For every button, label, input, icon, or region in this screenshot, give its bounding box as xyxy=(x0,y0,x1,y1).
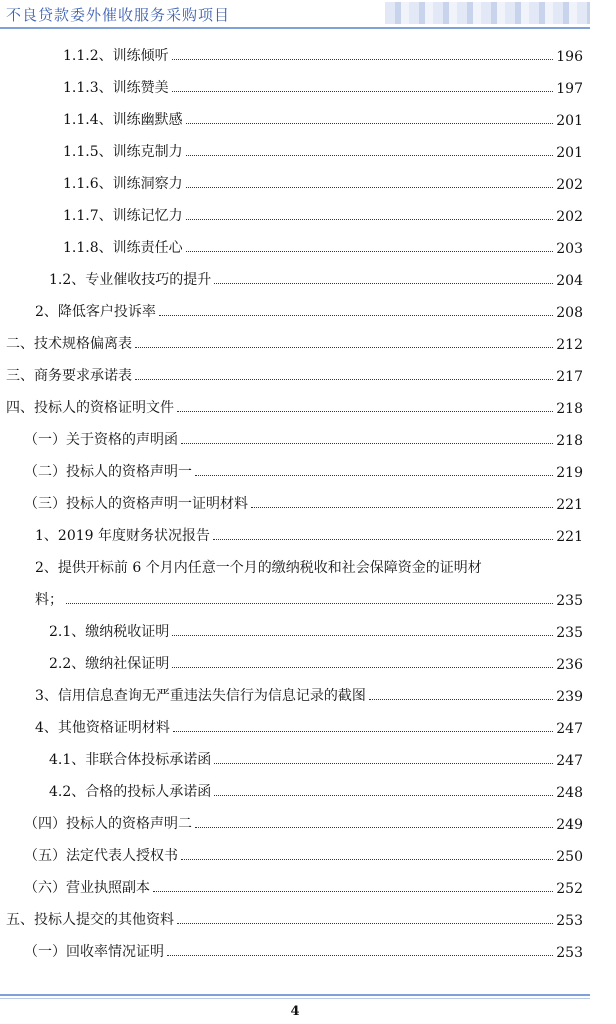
toc-entry-wrapped-line: 2、提供开标前 6 个月内任意一个月的缴纳税收和社会保障资金的证明材 xyxy=(35,560,482,576)
toc-entry-page: 203 xyxy=(556,241,583,257)
toc-entry-page: 208 xyxy=(556,305,583,321)
toc-entry-label: 4.1、非联合体投标承诺函 xyxy=(49,752,212,768)
toc-entry[interactable] xyxy=(63,73,583,97)
toc-entry[interactable] xyxy=(24,809,583,833)
dot-leader xyxy=(159,314,553,316)
toc-entry-page: 218 xyxy=(556,433,583,449)
footer-divider-thin xyxy=(0,998,590,999)
toc-entry[interactable] xyxy=(24,457,583,481)
toc-entry-page: 250 xyxy=(556,849,583,865)
toc-entry-label: （一）关于资格的声明函 xyxy=(24,432,178,448)
dot-leader xyxy=(177,410,553,412)
toc-entry[interactable] xyxy=(6,329,583,353)
toc-entry-label: 1.1.8、训练责任心 xyxy=(63,240,183,256)
dot-leader xyxy=(172,634,553,636)
dot-leader xyxy=(153,890,553,892)
dot-leader xyxy=(186,186,554,188)
toc-entry-page: 249 xyxy=(556,817,583,833)
toc-entry[interactable] xyxy=(35,713,583,737)
toc-entry-page: 219 xyxy=(556,465,583,481)
toc-entry-label: 1.1.3、训练赞美 xyxy=(63,80,169,96)
toc-entry-label: （六）营业执照副本 xyxy=(24,880,150,896)
toc-entry[interactable] xyxy=(49,777,583,801)
dot-leader xyxy=(369,698,553,700)
toc-entry-label: 1.1.2、训练倾听 xyxy=(63,48,169,64)
dot-leader xyxy=(172,90,554,92)
toc-entry-label: （一）回收率情况证明 xyxy=(24,944,164,960)
toc-entry[interactable] xyxy=(35,297,583,321)
toc-entry-page: 247 xyxy=(556,753,583,769)
toc-entry-label: 五、投标人提交的其他资料 xyxy=(6,912,174,928)
dot-leader xyxy=(135,346,553,348)
dot-leader xyxy=(251,506,553,508)
toc-entry[interactable] xyxy=(63,201,583,225)
toc-entry[interactable] xyxy=(24,841,583,865)
toc-entry-label: 2.1、缴纳税收证明 xyxy=(49,624,170,640)
dot-leader xyxy=(135,378,553,380)
toc-entry[interactable] xyxy=(63,41,583,65)
toc-entry[interactable] xyxy=(24,489,583,513)
toc-entry[interactable] xyxy=(35,585,583,609)
toc-entry-label: 3、信用信息查询无严重违法失信行为信息记录的截图 xyxy=(35,688,366,704)
dot-leader xyxy=(186,218,554,220)
toc-entry[interactable] xyxy=(49,745,583,769)
toc-entry-page: 201 xyxy=(556,145,583,161)
footer-divider xyxy=(0,994,590,996)
dot-leader xyxy=(181,858,553,860)
toc-entry-label: 二、技术规格偏离表 xyxy=(6,336,132,352)
toc-entry[interactable] xyxy=(6,905,583,929)
dot-leader xyxy=(172,666,553,668)
toc-entry-label: （四）投标人的资格声明二 xyxy=(24,816,192,832)
dot-leader xyxy=(167,954,553,956)
toc-entry-page: 221 xyxy=(556,529,583,545)
toc-entry-page: 247 xyxy=(556,721,583,737)
toc-entry-page: 221 xyxy=(556,497,583,513)
dot-leader xyxy=(214,794,553,796)
toc-entry-page: 197 xyxy=(556,81,583,97)
dot-leader xyxy=(177,922,553,924)
toc-entry[interactable] xyxy=(63,137,583,161)
toc-entry[interactable] xyxy=(6,393,583,417)
toc-entry-page: 253 xyxy=(556,945,583,961)
toc-entry-page: 201 xyxy=(556,113,583,129)
header-logo-image xyxy=(385,2,590,24)
toc-entry-label: 三、商务要求承诺表 xyxy=(6,368,132,384)
toc-entry-page: 204 xyxy=(556,273,583,289)
toc-entry[interactable] xyxy=(49,649,583,673)
toc-entry-label: 1.1.6、训练洞察力 xyxy=(63,176,183,192)
toc-entry[interactable] xyxy=(63,105,583,129)
toc-entry-page: 253 xyxy=(556,913,583,929)
dot-leader xyxy=(186,122,554,124)
toc-entry-page: 212 xyxy=(556,337,583,353)
toc-entry[interactable] xyxy=(35,521,583,545)
toc-entry-label: 1、2019 年度财务状况报告 xyxy=(35,528,210,544)
toc-entry-label: 2.2、缴纳社保证明 xyxy=(49,656,170,672)
toc-entry-label: （五）法定代表人授权书 xyxy=(24,848,178,864)
toc-entry-page: 252 xyxy=(556,881,583,897)
toc-entry-label: 1.2、专业催收技巧的提升 xyxy=(49,272,212,288)
toc-entry-page: 248 xyxy=(556,785,583,801)
toc-entry[interactable] xyxy=(49,265,583,289)
toc-entry-label: 1.1.7、训练记忆力 xyxy=(63,208,183,224)
dot-leader xyxy=(195,474,553,476)
toc-entry-page: 235 xyxy=(556,625,583,641)
toc-entry-label: （三）投标人的资格声明一证明材料 xyxy=(24,496,248,512)
toc-entry-page: 239 xyxy=(556,689,583,705)
page-number: 4 xyxy=(290,1004,300,1019)
toc-entry[interactable] xyxy=(63,233,583,257)
toc-entry-page: 196 xyxy=(556,49,583,65)
toc-entry[interactable] xyxy=(35,681,583,705)
toc-entry-label: 四、投标人的资格证明文件 xyxy=(6,400,174,416)
dot-leader xyxy=(186,154,554,156)
dot-leader xyxy=(173,730,553,732)
toc-entry-label: （二）投标人的资格声明一 xyxy=(24,464,192,480)
toc-entry-page: 202 xyxy=(556,209,583,225)
toc-entry-page: 202 xyxy=(556,177,583,193)
toc-entry-label: 4.2、合格的投标人承诺函 xyxy=(49,784,212,800)
dot-leader xyxy=(213,538,553,540)
toc-entry-page: 236 xyxy=(556,657,583,673)
dot-leader xyxy=(172,58,554,60)
toc-entry[interactable] xyxy=(24,425,583,449)
page-header xyxy=(0,0,616,30)
toc-entry[interactable] xyxy=(49,617,583,641)
toc-entry[interactable] xyxy=(63,169,583,193)
dot-leader xyxy=(214,762,553,764)
toc-entry[interactable] xyxy=(24,937,583,961)
toc-entry-label: 2、降低客户投诉率 xyxy=(35,304,156,320)
toc-entry-page: 218 xyxy=(556,401,583,417)
header-divider xyxy=(0,27,590,29)
header-title: 不良贷款委外催收服务采购项目 xyxy=(6,6,231,24)
toc-entry-page: 217 xyxy=(556,369,583,385)
toc-entry[interactable] xyxy=(6,361,583,385)
toc-entry-label: 1.1.5、训练克制力 xyxy=(63,144,183,160)
dot-leader xyxy=(181,442,553,444)
dot-leader xyxy=(214,282,553,284)
dot-leader xyxy=(66,602,553,604)
dot-leader xyxy=(186,250,554,252)
toc-entry-label: 4、其他资格证明材料 xyxy=(35,720,170,736)
toc-entry-label: 料； xyxy=(35,592,63,608)
toc-entry-label: 1.1.4、训练幽默感 xyxy=(63,112,183,128)
toc-entry[interactable] xyxy=(24,873,583,897)
dot-leader xyxy=(195,826,553,828)
toc-entry-page: 235 xyxy=(556,593,583,609)
